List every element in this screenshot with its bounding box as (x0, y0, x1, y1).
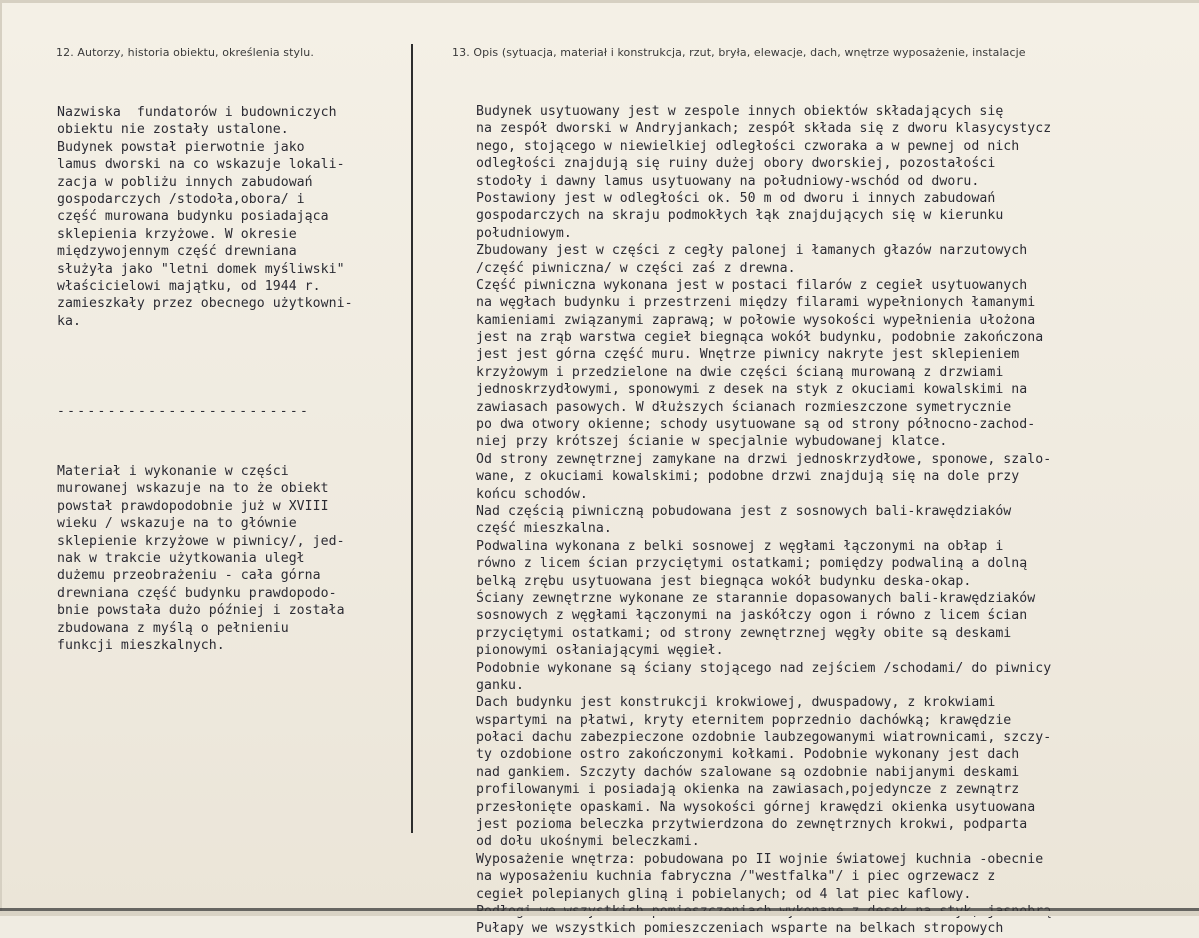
text-line: sosnowych z węgłami łączonymi na jaskółczy ogon i równo z licem ścian (476, 608, 1028, 624)
text-line: /część piwniczna/ w części zaś z drewna. (476, 260, 796, 276)
text-line: Nazwiska fundatorów i budowniczych (57, 105, 337, 120)
text-line: sklepienia krzyżowe. W okresie (57, 226, 297, 242)
dashed-separator: ------------------------- (57, 404, 311, 419)
text-line: odległości znajdują się ruiny dużej obory dworskiej, pozostałości (476, 156, 996, 172)
text-line: jest pozioma beleczka przytwierdzona do zewnętrznych krokwi, podparta (476, 817, 1028, 833)
text-line: wane, z okuciami kowalskimi; podobne drzwi znajdują się na dole przy (476, 469, 1020, 485)
text-line: cegieł polepianych gliną i pobielanych; od 4 lat piec kaflowy. (476, 886, 972, 902)
text-line: drewniana część budynku prawdopodo- (57, 585, 337, 601)
text-line: Część piwniczna wykonana jest w postaci filarów z cegieł usytuowanych (476, 277, 1028, 293)
text-line: dużemu przeobrażeniu - cała górna (57, 568, 321, 584)
text-line: bnie powstała dużo później i została (57, 603, 345, 619)
text-line: pionowymi osłaniającymi węgieł. (476, 643, 724, 659)
text-line: od dołu ukośnymi beleczkami. (476, 834, 700, 850)
text-line: niej przy krótszej ścianie w specjalnie wybudowanej klatce. (476, 434, 948, 450)
text-line: Podobnie wykonane są ściany stojącego nad zejściem /schodami/ do piwnicy (476, 660, 1052, 676)
text-line: przyciętymi ostatkami; od strony zewnętrznej węgły obite są deskami (476, 625, 1012, 641)
text-line: ty ozdobione ostro zakończonymi kołkami. Podobnie wykonany jest dach (476, 747, 1020, 763)
text-line: zamieszkały przez obecnego użytkowni- (57, 296, 353, 312)
section-12-header: 12. Autorzy, historia obiektu, określenia stylu. (56, 46, 314, 59)
text-line: po dwa otwory okienne; schody usytuowane są od strony północno-zachod- (476, 417, 1036, 433)
text-line: międzywojennym część drewniana (57, 244, 297, 260)
text-line: krzyżowym i przedzielone na dwie części ścianą murowaną z drzwiami (476, 364, 1004, 380)
text-line: gospodarczych na skraju podmokłych łąk znajdujących się w kierunku (476, 208, 1004, 224)
text-line: Pułapy we wszystkich pomieszczeniach wsparte na belkach stropowych (476, 921, 1004, 937)
text-line: profilowanymi i posiadają okienka na zawiasach,pojedyncze z zewnątrz (476, 782, 1020, 798)
text-line: zbudowana z myślą o pełnieniu (57, 620, 289, 636)
text-line: na węgłach budynku i przestrzeni między filarami wypełnionych łamanymi (476, 295, 1036, 311)
text-line: Postawiony jest w odległości ok. 50 m od dworu i innych zabudowań (476, 190, 996, 206)
text-line: belką zrębu usytuowana jest biegnąca wokół budynku deska-okap. (476, 573, 972, 589)
text-line: Budynek powstał pierwotnie jako (57, 139, 305, 155)
text-line: ka. (57, 313, 81, 329)
text-line: właścicielowi majątku, od 1944 r. (57, 278, 321, 294)
text-line: gospodarczych /stodoła,obora/ i (57, 191, 305, 207)
text-line: na zespół dworski w Andryjankach; zespół składa się z dworu klasycystycz (476, 121, 1052, 137)
text-line: nad gankiem. Szczyty dachów szalowane są ozdobnie nabijanymi deskami (476, 764, 1020, 780)
paper-left-edge (0, 0, 2, 916)
text-line: równo z licem ścian przyciętymi ostatkami; pomiędzy podwaliną a dolną (476, 556, 1028, 572)
section-13-header: 13. Opis (sytuacja, materiał i konstrukcja, rzut, bryła, elewacje, dach, wnętrze wyposażenie, instalacje (452, 46, 1026, 59)
text-line: jest jest górna część muru. Wnętrze piwnicy nakryte jest sklepieniem (476, 347, 1020, 363)
text-line: służyła jako "letni domek myśliwski" (57, 261, 345, 277)
text-line: Materiał i wykonanie w części (57, 464, 289, 479)
text-line: Budynek usytuowany jest w zespole innych obiektów składających się (476, 104, 1004, 119)
column-divider (411, 44, 413, 833)
text-line: Ściany zewnętrzne wykonane ze starannie dopasowanych bali-krawędziaków (476, 590, 1036, 606)
paper-bottom-strip (0, 911, 1199, 916)
text-line: Podwalina wykonana z belki sosnowej z węgłami łączonymi na obłap i (476, 538, 1004, 554)
authors-history-text (57, 104, 353, 330)
text-line: południowym. (476, 225, 572, 241)
text-line: murowanej wskazuje na to że obiekt (57, 481, 329, 497)
text-line: część mieszkalna. (476, 521, 612, 537)
text-line: obiektu nie zostały ustalone. (57, 122, 289, 138)
text-line: nego, stojącego w niewielkiej odległości czworaka a w pewnej od nich (476, 138, 1020, 154)
text-line: powstał prawdopodobnie już w XVIII (57, 498, 329, 514)
text-line: jest na zrąb warstwa cegieł biegnąca wokół budynku, podobnie zakończona (476, 330, 1044, 346)
text-line: funkcji mieszkalnych. (57, 637, 225, 653)
text-line: nak w trakcie użytkowania uległ (57, 550, 305, 566)
description-text (476, 103, 1051, 938)
text-line: część murowana budynku posiadająca (57, 209, 329, 225)
text-line: wieku / wskazuje na to głównie (57, 516, 297, 532)
material-execution-text (57, 463, 345, 654)
text-line: stodoły i dawny lamus usytuowany na południowy-wschód od dworu. (476, 173, 980, 189)
text-line: jednoskrzydłowymi, sponowymi z desek na styk z okuciami kowalskimi na (476, 382, 1028, 398)
text-line: na wyposażeniu kuchnia fabryczna /"westfalka"/ i piec ogrzewacz z (476, 869, 996, 885)
text-line: Zbudowany jest w części z cegły palonej i łamanych głazów narzutowych (476, 243, 1028, 259)
text-line: końcu schodów. (476, 486, 588, 502)
text-line: zacja w pobliżu innych zabudowań (57, 174, 313, 190)
text-line: sklepienie krzyżowe w piwnicy/, jed- (57, 533, 345, 549)
text-line: przesłonięte opaskami. Na wysokości górnej krawędzi okienka usytuowana (476, 799, 1036, 815)
text-line: Dach budynku jest konstrukcji krokwiowej, dwuspadowy, z krokwiami (476, 695, 996, 711)
text-line: lamus dworski na co wskazuje lokali- (57, 157, 345, 173)
text-line: wspartymi na płatwi, kryty eternitem poprzednio dachówką; krawędzie (476, 712, 1012, 728)
text-line: połaci dachu zabezpieczone ozdobnie laubzegowanymi wiatrownicami, szczy- (476, 730, 1052, 746)
text-line: Wyposażenie wnętrza: pobudowana po II wojnie światowej kuchnia -obecnie (476, 851, 1044, 867)
text-line: zawiasach pasowych. W dłuższych ścianach rozmieszczone symetrycznie (476, 399, 1012, 415)
text-line: kamieniami związanymi zaprawą; w połowie wysokości wypełnienia ułożona (476, 312, 1036, 328)
text-line: ganku. (476, 677, 524, 693)
text-line: Nad częścią piwniczną pobudowana jest z sosnowych bali-krawędziaków (476, 503, 1012, 519)
text-line: Od strony zewnętrznej zamykane na drzwi jednoskrzydłowe, sponowe, szalo- (476, 451, 1052, 467)
paper-top-edge (0, 0, 1199, 3)
